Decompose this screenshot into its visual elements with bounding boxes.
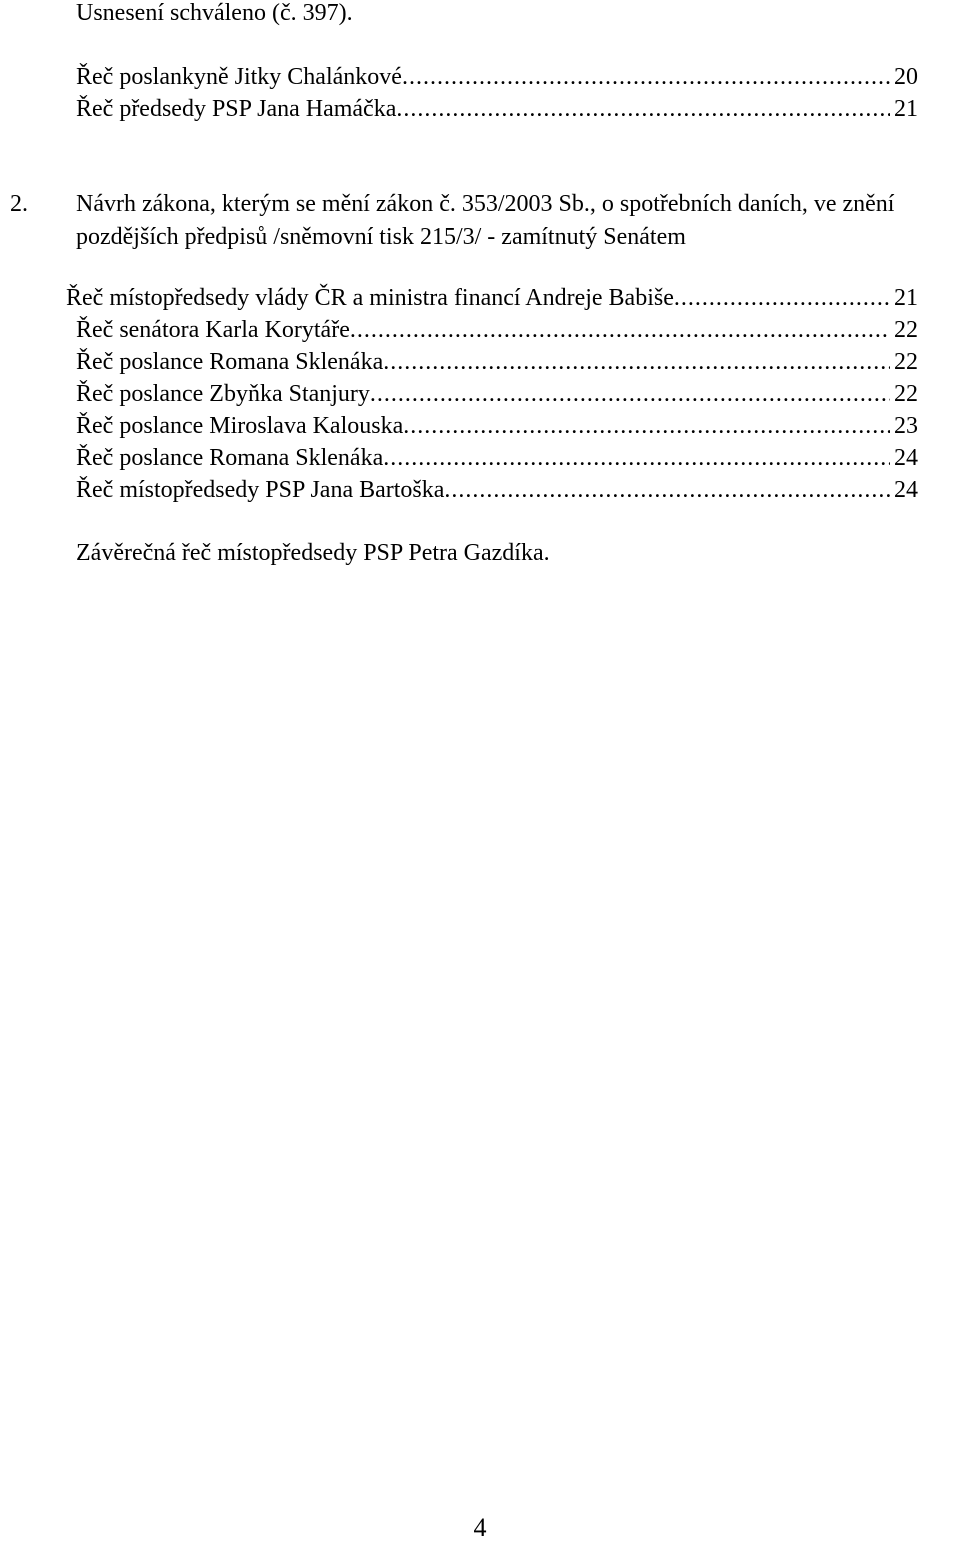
toc-entry-title: Řeč poslance Miroslava Kalouska <box>76 413 404 439</box>
toc-entry-title: Řeč místopředsedy PSP Jana Bartoška <box>76 477 445 503</box>
toc-entry[interactable] <box>76 475 918 505</box>
agenda-item-number: 2. <box>10 191 28 217</box>
toc-entry-page: 21 <box>894 96 918 122</box>
toc-entry-page: 21 <box>894 285 918 311</box>
toc-entry-page: 23 <box>894 413 918 439</box>
toc-entry[interactable] <box>76 411 918 441</box>
toc-entry[interactable] <box>66 283 918 313</box>
dot-leader <box>444 475 890 505</box>
agenda-item-2 <box>10 188 955 254</box>
toc-entry[interactable] <box>76 62 918 92</box>
dot-leader <box>370 379 890 409</box>
toc-entry-page: 22 <box>894 381 918 407</box>
toc-entry-title: Řeč poslankyně Jitky Chalánkové <box>76 64 402 90</box>
toc-entry-page: 24 <box>894 477 918 503</box>
toc-entry-title: Řeč poslance Romana Sklenáka <box>76 445 384 471</box>
dot-leader <box>383 443 890 473</box>
dot-leader <box>350 315 890 345</box>
toc-entry-page: 24 <box>894 445 918 471</box>
agenda-item-text: Návrh zákona, kterým se mění zákon č. 353/2003 Sb., o spotřebních daních, ve znění pozdějších předpisů /sněmovní tisk 215/3/ - zamítnutý Senátem <box>76 191 895 250</box>
toc-entry-page: 22 <box>894 317 918 343</box>
toc-entry[interactable] <box>76 379 918 409</box>
toc-entry[interactable] <box>76 315 918 345</box>
dot-leader <box>383 347 890 377</box>
toc-entry[interactable] <box>76 94 918 124</box>
resolution-text: Usnesení schváleno (č. 397). <box>76 0 353 26</box>
dot-leader <box>403 411 890 441</box>
toc-entry-page: 20 <box>894 64 918 90</box>
toc-entry[interactable] <box>76 347 918 377</box>
closing-speech[interactable]: Závěrečná řeč místopředsedy PSP Petra Gazdíka. <box>76 540 550 566</box>
toc-entry-title: Řeč místopředsedy vlády ČR a ministra financí Andreje Babiše <box>66 285 674 311</box>
toc-entry-title: Řeč poslance Zbyňka Stanjury <box>76 381 370 407</box>
toc-entry-page: 22 <box>894 349 918 375</box>
toc-entry-title: Řeč poslance Romana Sklenáka <box>76 349 384 375</box>
dot-leader <box>674 283 890 313</box>
page-number: 4 <box>473 1513 487 1542</box>
dot-leader <box>402 62 890 92</box>
toc-entry-title: Řeč předsedy PSP Jana Hamáčka <box>76 96 397 122</box>
toc-entry-title: Řeč senátora Karla Korytáře <box>76 317 350 343</box>
dot-leader <box>396 94 890 124</box>
toc-entry[interactable] <box>76 443 918 473</box>
